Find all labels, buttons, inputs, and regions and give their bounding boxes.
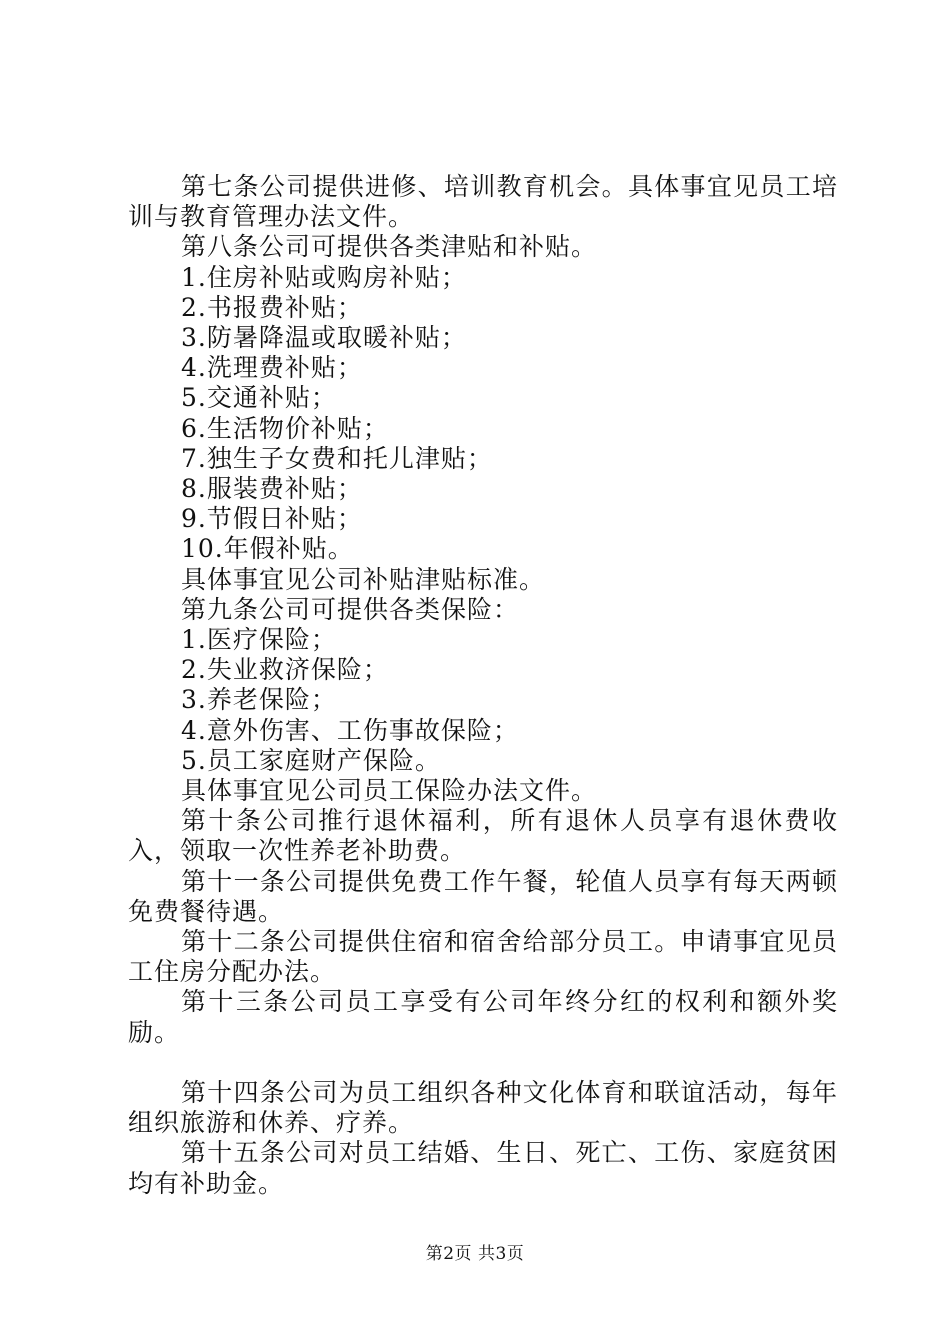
list-item-allowance-1: 1.住房补贴或购房补贴； <box>181 262 467 292</box>
list-item-insurance-2: 2.失业救济保险； <box>181 655 389 685</box>
list-item-allowance-7: 7.独生子女费和托儿津贴； <box>181 443 493 473</box>
list-item-insurance-5: 5.员工家庭财产保险。 <box>181 745 441 775</box>
list-item-insurance-4: 4.意外伤害、工伤事故保险； <box>181 715 519 745</box>
paragraph-article-7: 第七条公司提供进修、培训教育机会。具体事宜见员工培训与教育管理办法文件。 <box>128 172 838 232</box>
list-item-insurance-1: 1.医疗保险； <box>181 625 337 655</box>
paragraph-article-11: 第十一条公司提供免费工作午餐，轮值人员享有每天两顿免费餐待遇。 <box>128 866 838 926</box>
paragraph-article-15: 第十五条公司对员工结婚、生日、死亡、工伤、家庭贫困均有补助金。 <box>128 1138 838 1198</box>
list-item-allowance-2: 2.书报费补贴； <box>181 292 363 322</box>
paragraph-article-14: 第十四条公司为员工组织各种文化体育和联谊活动，每年组织旅游和休养、疗养。 <box>128 1078 838 1138</box>
paragraph-allowance-reference: 具体事宜见公司补贴津贴标准。 <box>181 564 546 594</box>
paragraph-article-13: 第十三条公司员工享受有公司年终分红的权利和额外奖励。 <box>128 987 838 1047</box>
list-item-allowance-9: 9.节假日补贴； <box>181 504 363 534</box>
list-item-allowance-4: 4.洗理费补贴； <box>181 353 363 383</box>
paragraph-article-9: 第九条公司可提供各类保险： <box>181 594 520 624</box>
paragraph-article-12: 第十二条公司提供住宿和宿舍给部分员工。申请事宜见员工住房分配办法。 <box>128 927 838 987</box>
paragraph-article-10: 第十条公司推行退休福利，所有退休人员享有退休费收入，领取一次性养老补助费。 <box>128 806 838 866</box>
list-item-allowance-8: 8.服装费补贴； <box>181 474 363 504</box>
list-item-allowance-6: 6.生活物价补贴； <box>181 413 389 443</box>
list-item-insurance-3: 3.养老保险； <box>181 685 337 715</box>
blank-line <box>128 1048 838 1078</box>
document-body <box>128 172 838 1199</box>
paragraph-article-8: 第八条公司可提供各类津贴和补贴。 <box>181 232 598 262</box>
page-number-footer: 第2页 共3页 <box>425 1244 525 1264</box>
list-item-allowance-10: 10.年假补贴。 <box>181 534 354 564</box>
list-item-allowance-3: 3.防暑降温或取暖补贴； <box>181 323 467 353</box>
list-item-allowance-5: 5.交通补贴； <box>181 383 337 413</box>
paragraph-insurance-reference: 具体事宜见公司员工保险办法文件。 <box>181 776 598 806</box>
